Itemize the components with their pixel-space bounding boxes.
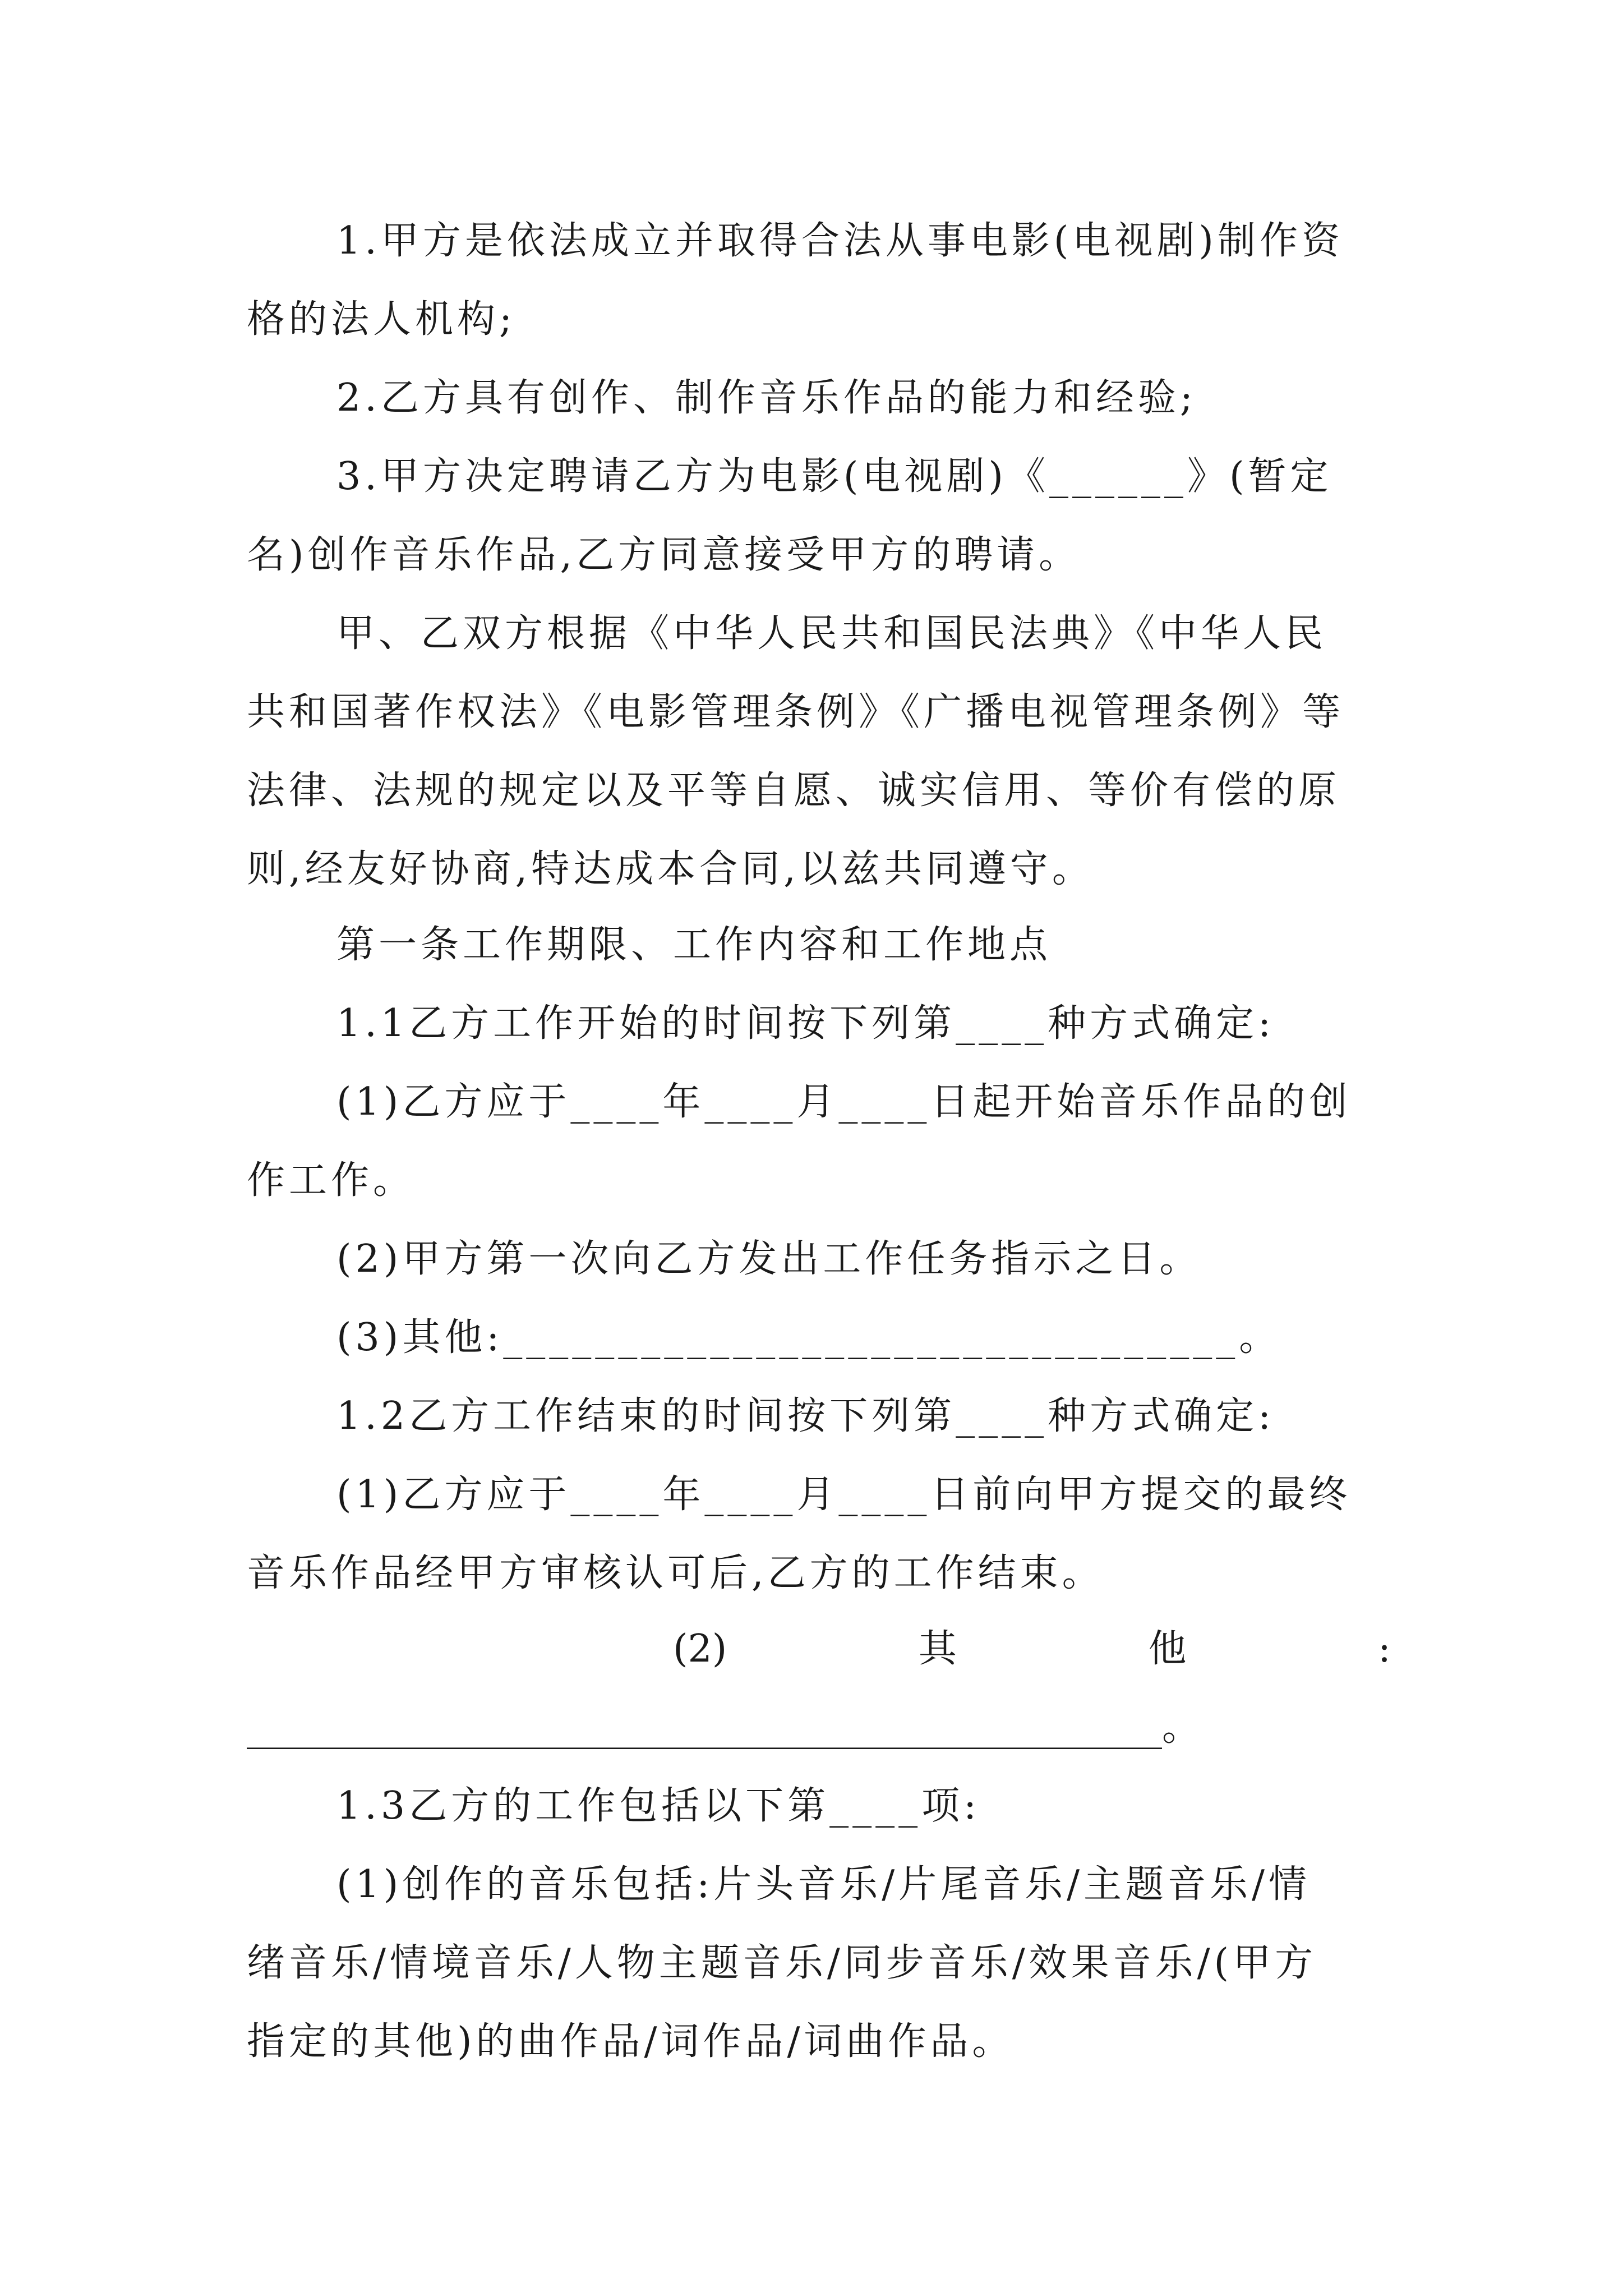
clause-line: 1.3乙方的工作包括以下第____项: [336,1784,981,1828]
clause-line: (1)创作的音乐包括:片头音乐/片尾音乐/主题音乐/情 [336,1862,1311,1907]
spread-clause-line [673,1624,1391,1674]
clause-line: 2.乙方具有创作、制作音乐作品的能力和经验; [336,376,1197,420]
clause-line: 指定的其他)的曲作品/词作品/词曲作品。 [247,2019,1015,2064]
clause-line: 3.甲方决定聘请乙方为电影(电视剧)《______》(暂定 [336,454,1332,499]
clause-line: (1)乙方应于____年____月____日前向甲方提交的最终 [336,1473,1352,1517]
clause-line: 法律、法规的规定以及平等自愿、诚实信用、等价有偿的原 [247,769,1341,813]
clause-line: 1.2乙方工作结束的时间按下列第____种方式确定: [336,1394,1275,1438]
clause-line: 绪音乐/情境音乐/人物主题音乐/同步音乐/效果音乐/(甲方 [247,1941,1317,1985]
spread-item: (2) [673,1627,727,1671]
clause-line: (3)其他:________________________________。 [336,1315,1281,1360]
spread-item: 其 [918,1627,957,1671]
clause-line: (1)乙方应于____年____月____日起开始音乐作品的创 [336,1080,1352,1124]
spread-item: 他 [1148,1627,1187,1671]
section-heading: 第一条工作期限、工作内容和工作地点 [336,923,1052,967]
clause-line: 共和国著作权法》《电影管理条例》《广播电视管理条例》等 [247,690,1345,734]
clause-line: 1.甲方是依法成立并取得合法从事电影(电视剧)制作资 [336,219,1344,263]
clause-line: 名)创作音乐作品,乙方同意接受甲方的聘请。 [247,533,1081,577]
spread-item: : [1378,1627,1391,1671]
clause-line: (2)甲方第一次向乙方发出工作任务指示之日。 [336,1237,1202,1281]
clause-line: 则,经友好协商,特达成本合同,以兹共同遵守。 [247,847,1094,891]
clause-line: 甲、乙双方根据《中华人民共和国民法典》《中华人民 [336,611,1327,656]
clause-line: 作工作。 [247,1158,416,1203]
clause-line: 格的法人机构; [247,297,516,342]
clause-line: 音乐作品经甲方审核认可后,乙方的工作结束。 [247,1551,1104,1595]
clause-line: 1.1乙方工作开始的时间按下列第____种方式确定: [336,1001,1275,1046]
blank-line: ________________________________________________。 [247,1705,1201,1750]
